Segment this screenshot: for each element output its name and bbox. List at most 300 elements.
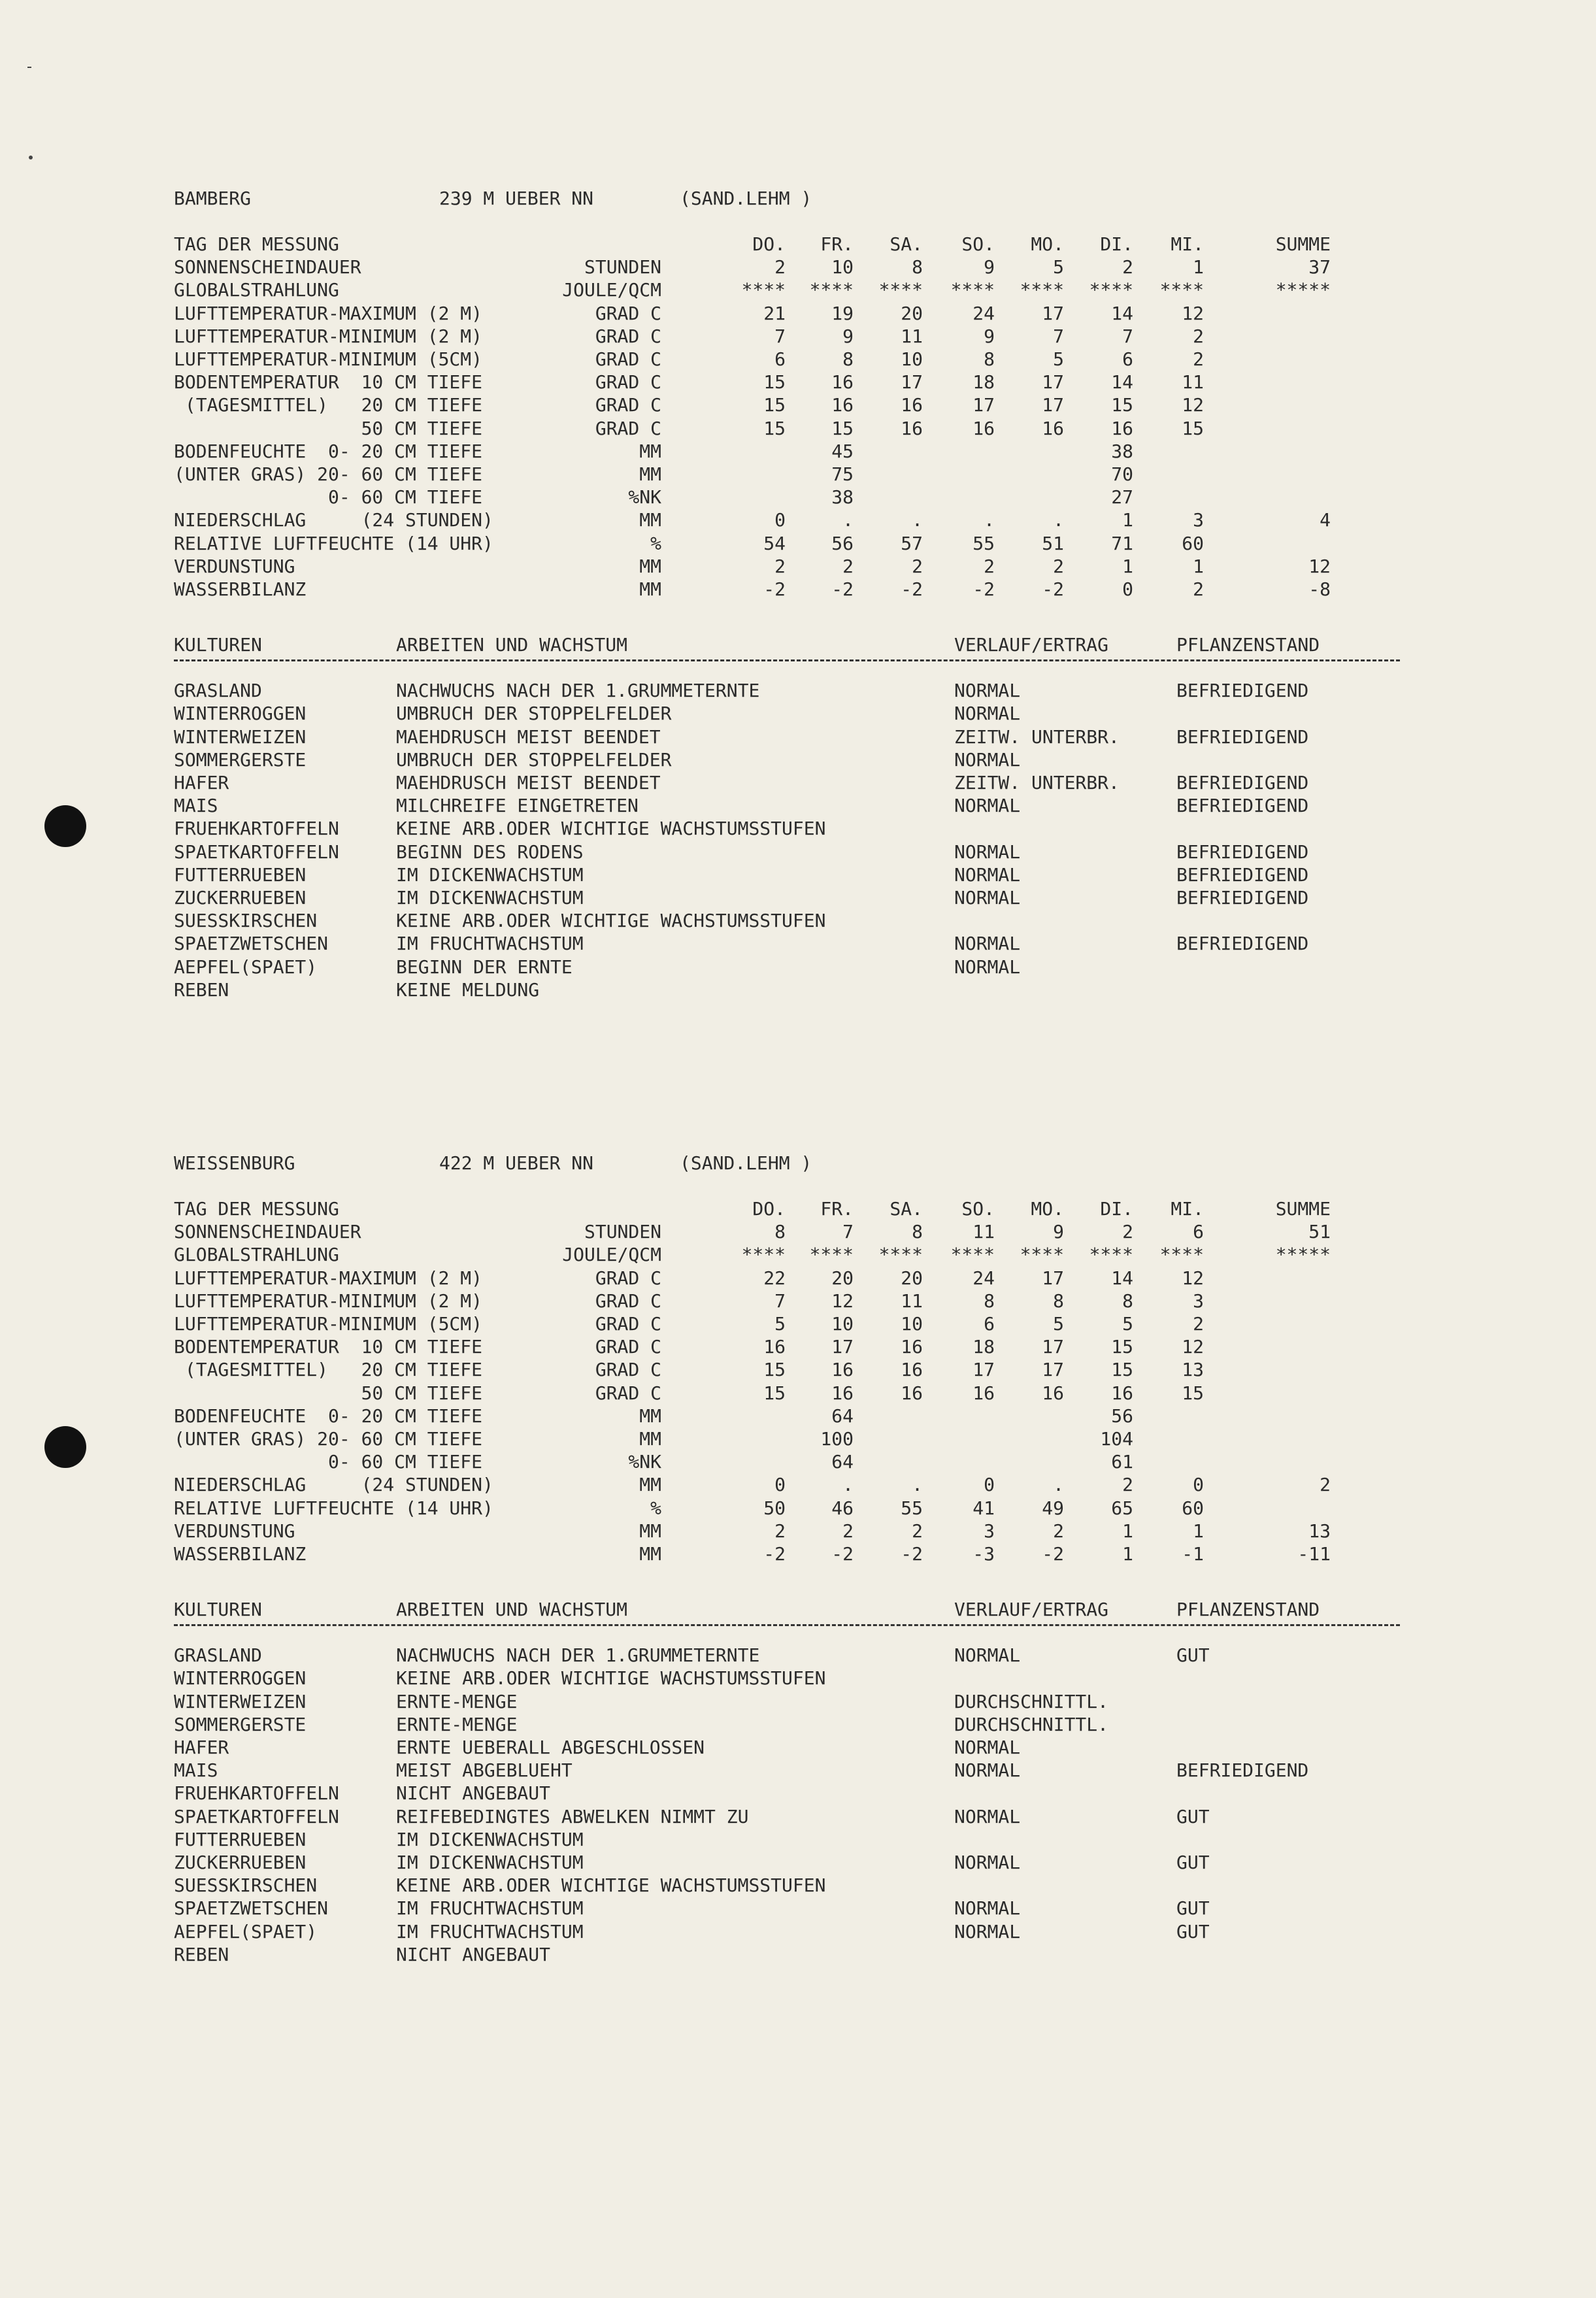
weather-row-label: VERDUNSTUNG (174, 556, 295, 577)
weather-value: 17 (973, 394, 995, 416)
day-header: DI. (1100, 233, 1133, 255)
weather-value: 20 (901, 1267, 923, 1289)
culture-stand: BEFRIEDIGEND (1176, 680, 1309, 701)
weather-value: 8 (912, 256, 923, 278)
weather-value: . (842, 509, 854, 531)
day-header: FR. (820, 233, 854, 255)
weather-value: 2 (1122, 1221, 1133, 1242)
weather-value: 8 (842, 348, 854, 370)
culture-verlauf: NORMAL (954, 864, 1021, 886)
culture-crop: HAFER (174, 1737, 229, 1758)
weather-value: 2 (1053, 1520, 1064, 1542)
weather-row-unit: MM (639, 441, 661, 462)
weather-row-label: RELATIVE LUFTFEUCHTE (14 UHR) (174, 1497, 493, 1519)
weather-value: 14 (1111, 303, 1133, 324)
weather-value: 5 (774, 1313, 786, 1335)
weather-row-label: BODENTEMPERATUR 10 CM TIEFE (174, 1336, 483, 1357)
day-header: SO. (961, 1198, 995, 1220)
weather-value: 8 (1053, 1290, 1064, 1312)
culture-crop: MAIS (174, 1759, 218, 1781)
weather-value: 7 (1122, 325, 1133, 347)
weather-value: 0 (1193, 1474, 1204, 1495)
weather-value: . (842, 1474, 854, 1495)
weather-row-label: LUFTTEMPERATUR-MAXIMUM (2 M) (174, 1267, 483, 1289)
weather-row-label: WASSERBILANZ (174, 1543, 307, 1565)
weather-value: . (1053, 509, 1064, 531)
weather-row-label: (TAGESMITTEL) 20 CM TIEFE (174, 394, 483, 416)
weather-value: 11 (901, 1290, 923, 1312)
weather-value: 16 (831, 394, 854, 416)
weather-value: 1 (1193, 556, 1204, 577)
culture-crop: WINTERROGGEN (174, 703, 307, 724)
day-header: SO. (961, 233, 995, 255)
weather-value: 60 (1182, 1497, 1204, 1519)
weather-row-label: (TAGESMITTEL) 20 CM TIEFE (174, 1359, 483, 1380)
weather-value: 0 (774, 1474, 786, 1495)
culture-stand: GUT (1176, 1852, 1210, 1873)
weather-row-label: LUFTTEMPERATUR-MINIMUM (2 M) (174, 325, 483, 347)
weather-value: 3 (984, 1520, 995, 1542)
weather-value: 10 (831, 256, 854, 278)
weather-value: 38 (1111, 441, 1133, 462)
culture-verlauf: NORMAL (954, 749, 1021, 771)
culture-crop: SPAETKARTOFFELN (174, 841, 339, 863)
margin-mark (27, 67, 31, 68)
culture-work: IM DICKENWACHSTUM (396, 887, 584, 908)
weather-value: 2 (1053, 556, 1064, 577)
culture-stand: BEFRIEDIGEND (1176, 795, 1309, 816)
weather-row-unit: GRAD C (595, 394, 661, 416)
culture-crop: ZUCKERRUEBEN (174, 887, 307, 908)
weather-value: 17 (901, 371, 923, 393)
weather-value: 15 (1111, 1359, 1133, 1380)
weather-row-unit: JOULE/QCM (562, 279, 661, 301)
culture-verlauf: NORMAL (954, 1644, 1021, 1666)
weather-value: 64 (831, 1451, 854, 1473)
station-name: WEISSENBURG (174, 1152, 295, 1174)
cultures-header-verlauf: VERLAUF/ERTRAG (954, 634, 1109, 656)
weather-value: 13 (1182, 1359, 1204, 1380)
weather-row-unit: GRAD C (595, 1336, 661, 1357)
culture-crop: WINTERWEIZEN (174, 726, 307, 748)
weather-row-unit: GRAD C (595, 325, 661, 347)
weather-value: **** (950, 279, 995, 301)
weather-value: -2 (1042, 1543, 1064, 1565)
weather-value: 38 (831, 486, 854, 508)
culture-work: ERNTE-MENGE (396, 1691, 518, 1712)
culture-stand: GUT (1176, 1897, 1210, 1919)
day-header: MO. (1031, 1198, 1064, 1220)
weather-value: 2 (912, 556, 923, 577)
weather-value: 8 (1122, 1290, 1133, 1312)
weather-value: 16 (901, 1382, 923, 1404)
day-header: SA. (889, 233, 923, 255)
weather-value: 104 (1100, 1428, 1133, 1450)
weather-value: 1 (1193, 1520, 1204, 1542)
culture-stand: BEFRIEDIGEND (1176, 841, 1309, 863)
weather-row-label: NIEDERSCHLAG (24 STUNDEN) (174, 509, 493, 531)
weather-value: 50 (763, 1497, 786, 1519)
weather-value: 16 (973, 418, 995, 439)
weather-value: 7 (774, 325, 786, 347)
weather-value: 12 (1182, 1336, 1204, 1357)
culture-crop: SPAETKARTOFFELN (174, 1806, 339, 1827)
weather-value: 57 (901, 533, 923, 554)
culture-verlauf: NORMAL (954, 1921, 1021, 1942)
weather-row-label: BODENFEUCHTE 0- 20 CM TIEFE (174, 441, 483, 462)
culture-verlauf: NORMAL (954, 887, 1021, 908)
punch-hole-top (44, 805, 86, 847)
culture-work: MAEHDRUSCH MEIST BEENDET (396, 726, 661, 748)
weather-row-label: LUFTTEMPERATUR-MINIMUM (5CM) (174, 348, 483, 370)
weather-value: 0 (1122, 578, 1133, 600)
day-header: MI. (1171, 1198, 1204, 1220)
weather-value: 9 (842, 325, 854, 347)
weather-row-label: SONNENSCHEINDAUER (174, 256, 361, 278)
cultures-header-arbeiten: ARBEITEN UND WACHSTUM (396, 1599, 628, 1620)
culture-crop: SPAETZWETSCHEN (174, 933, 329, 954)
weather-value: **** (1089, 279, 1133, 301)
weather-value: 16 (901, 1336, 923, 1357)
culture-crop: AEPFEL(SPAET) (174, 956, 318, 978)
weather-value: 100 (820, 1428, 854, 1450)
weather-value: -2 (973, 578, 995, 600)
culture-verlauf: DURCHSCHNITTL. (954, 1714, 1109, 1735)
weather-value: -2 (831, 578, 854, 600)
weather-row-unit: STUNDEN (584, 1221, 661, 1242)
weather-row-unit: MM (639, 578, 661, 600)
weather-row-unit: MM (639, 1405, 661, 1427)
weather-value: . (1053, 1474, 1064, 1495)
weather-row-label: RELATIVE LUFTFEUCHTE (14 UHR) (174, 533, 493, 554)
culture-work: NACHWUCHS NACH DER 1.GRUMMETERNTE (396, 1644, 760, 1666)
weather-value: 0 (984, 1474, 995, 1495)
culture-work: NICHT ANGEBAUT (396, 1944, 551, 1965)
culture-crop: SUESSKIRSCHEN (174, 910, 318, 931)
station-altitude: 239 M UEBER NN (439, 188, 594, 209)
culture-work: MEIST ABGEBLUEHT (396, 1759, 573, 1781)
culture-verlauf: NORMAL (954, 956, 1021, 978)
weather-value: 10 (901, 348, 923, 370)
weather-value: 8 (774, 1221, 786, 1242)
weather-row-unit: MM (639, 1428, 661, 1450)
weather-value: 41 (973, 1497, 995, 1519)
weather-row-unit: MM (639, 1474, 661, 1495)
weather-value: 15 (763, 1382, 786, 1404)
weather-value: 51 (1042, 533, 1064, 554)
weather-value: **** (1089, 1244, 1133, 1265)
cultures-header-kulturen: KULTUREN (174, 634, 262, 656)
weather-value: 17 (831, 1336, 854, 1357)
culture-verlauf: NORMAL (954, 841, 1021, 863)
cultures-header-stand: PFLANZENSTAND (1176, 1599, 1320, 1620)
weather-row-unit: STUNDEN (584, 256, 661, 278)
weather-value: 14 (1111, 371, 1133, 393)
weather-row-label: LUFTTEMPERATUR-MINIMUM (2 M) (174, 1290, 483, 1312)
culture-verlauf: DURCHSCHNITTL. (954, 1691, 1109, 1712)
culture-work: IM DICKENWACHSTUM (396, 1852, 584, 1873)
weather-value: 64 (831, 1405, 854, 1427)
weather-value: 15 (763, 1359, 786, 1380)
weather-value: **** (878, 279, 923, 301)
weather-value: 6 (1193, 1221, 1204, 1242)
culture-work: NACHWUCHS NACH DER 1.GRUMMETERNTE (396, 680, 760, 701)
culture-work: IM FRUCHTWACHSTUM (396, 1921, 584, 1942)
culture-verlauf: NORMAL (954, 1897, 1021, 1919)
weather-value: 7 (1053, 325, 1064, 347)
day-header: DO. (752, 233, 786, 255)
weather-value: 6 (774, 348, 786, 370)
weather-value: 2 (774, 256, 786, 278)
weather-row-unit: MM (639, 556, 661, 577)
culture-work: KEINE ARB.ODER WICHTIGE WACHSTUMSSTUFEN (396, 1874, 826, 1896)
culture-stand: GUT (1176, 1806, 1210, 1827)
culture-work: IM DICKENWACHSTUM (396, 864, 584, 886)
weather-row-label: 0- 60 CM TIEFE (174, 1451, 483, 1473)
weather-row-unit: GRAD C (595, 371, 661, 393)
weather-value: 8 (984, 1290, 995, 1312)
culture-crop: GRASLAND (174, 1644, 262, 1666)
weather-value: 2 (1193, 348, 1204, 370)
weather-value: 19 (831, 303, 854, 324)
summe-header: SUMME (1275, 1198, 1331, 1220)
culture-crop: SOMMERGERSTE (174, 749, 307, 771)
weather-value: 17 (1042, 1336, 1064, 1357)
weather-value: 1 (1122, 509, 1133, 531)
culture-crop: SPAETZWETSCHEN (174, 1897, 329, 1919)
weather-value: 12 (1182, 1267, 1204, 1289)
cultures-header-arbeiten: ARBEITEN UND WACHSTUM (396, 634, 628, 656)
weather-value: -1 (1182, 1543, 1204, 1565)
cultures-header-verlauf: VERLAUF/ERTRAG (954, 1599, 1109, 1620)
culture-work: ERNTE UEBERALL ABGESCHLOSSEN (396, 1737, 705, 1758)
weather-row-label: SONNENSCHEINDAUER (174, 1221, 361, 1242)
weather-value: 5 (1053, 256, 1064, 278)
weather-row-label: BODENFEUCHTE 0- 20 CM TIEFE (174, 1405, 483, 1427)
culture-crop: FRUEHKARTOFFELN (174, 1782, 339, 1804)
culture-stand: BEFRIEDIGEND (1176, 772, 1309, 793)
weather-value: 12 (1182, 394, 1204, 416)
weather-value: 2 (1193, 325, 1204, 347)
weather-value: **** (809, 1244, 854, 1265)
weather-value: 16 (1111, 1382, 1133, 1404)
weather-value: 9 (984, 256, 995, 278)
weather-sum: 2 (1320, 1474, 1331, 1495)
culture-stand: BEFRIEDIGEND (1176, 726, 1309, 748)
weather-value: 16 (901, 1359, 923, 1380)
weather-value: 11 (901, 325, 923, 347)
weather-value: 15 (763, 371, 786, 393)
weather-value: **** (1159, 1244, 1204, 1265)
weather-value: 49 (1042, 1497, 1064, 1519)
weather-value: 8 (912, 1221, 923, 1242)
culture-verlauf: NORMAL (954, 1806, 1021, 1827)
culture-verlauf: ZEITW. UNTERBR. (954, 726, 1120, 748)
culture-crop: REBEN (174, 1944, 229, 1965)
weather-value: 11 (973, 1221, 995, 1242)
weather-row-unit: GRAD C (595, 303, 661, 324)
weather-value: 2 (984, 556, 995, 577)
weather-value: 3 (1193, 509, 1204, 531)
weather-value: **** (1020, 279, 1064, 301)
weather-sum: 4 (1320, 509, 1331, 531)
weather-sum: -11 (1297, 1543, 1331, 1565)
culture-crop: FUTTERRUEBEN (174, 864, 307, 886)
weather-row-unit: GRAD C (595, 1313, 661, 1335)
weather-value: 17 (973, 1359, 995, 1380)
weather-row-unit: GRAD C (595, 1359, 661, 1380)
weather-value: **** (1020, 1244, 1064, 1265)
weather-value: 17 (1042, 1267, 1064, 1289)
culture-crop: FUTTERRUEBEN (174, 1829, 307, 1850)
weather-row-unit: JOULE/QCM (562, 1244, 661, 1265)
weather-value: 10 (901, 1313, 923, 1335)
weather-value: 15 (831, 418, 854, 439)
weather-value: -2 (1042, 578, 1064, 600)
culture-crop: GRASLAND (174, 680, 262, 701)
weather-value: 7 (842, 1221, 854, 1242)
punch-hole-bottom (44, 1426, 86, 1468)
day-header: DI. (1100, 1198, 1133, 1220)
weather-value: -2 (763, 1543, 786, 1565)
weather-value: 56 (831, 533, 854, 554)
culture-crop: FRUEHKARTOFFELN (174, 818, 339, 839)
culture-work: MILCHREIFE EINGETRETEN (396, 795, 639, 816)
culture-crop: AEPFEL(SPAET) (174, 1921, 318, 1942)
cultures-header-kulturen: KULTUREN (174, 1599, 262, 1620)
weather-row-unit: MM (639, 1543, 661, 1565)
weather-value: 14 (1111, 1267, 1133, 1289)
weather-row-label: LUFTTEMPERATUR-MAXIMUM (2 M) (174, 303, 483, 324)
weather-value: 20 (901, 303, 923, 324)
culture-stand: BEFRIEDIGEND (1176, 933, 1309, 954)
weather-value: **** (741, 1244, 786, 1265)
weather-value: 12 (1182, 303, 1204, 324)
weather-value: 3 (1193, 1290, 1204, 1312)
weather-value: 2 (774, 1520, 786, 1542)
weather-value: 2 (842, 556, 854, 577)
weather-value: 17 (1042, 303, 1064, 324)
culture-work: MAEHDRUSCH MEIST BEENDET (396, 772, 661, 793)
culture-crop: WINTERWEIZEN (174, 1691, 307, 1712)
culture-work: REIFEBEDINGTES ABWELKEN NIMMT ZU (396, 1806, 749, 1827)
weather-value: 45 (831, 441, 854, 462)
culture-verlauf: NORMAL (954, 1852, 1021, 1873)
weather-sum: 37 (1308, 256, 1331, 278)
weather-value: 1 (1122, 1543, 1133, 1565)
weather-value: **** (1159, 279, 1204, 301)
weather-value: 54 (763, 533, 786, 554)
culture-work: ERNTE-MENGE (396, 1714, 518, 1735)
day-header: DO. (752, 1198, 786, 1220)
culture-work: IM DICKENWACHSTUM (396, 1829, 584, 1850)
station-name: BAMBERG (174, 188, 252, 209)
culture-crop: WINTERROGGEN (174, 1667, 307, 1689)
weather-row-label: (UNTER GRAS) 20- 60 CM TIEFE (174, 463, 483, 485)
culture-crop: SUESSKIRSCHEN (174, 1874, 318, 1896)
station-soil: (SAND.LEHM ) (680, 1152, 812, 1174)
weather-value: 17 (1042, 394, 1064, 416)
weather-value: 15 (1111, 394, 1133, 416)
weather-value: . (912, 1474, 923, 1495)
culture-verlauf: ZEITW. UNTERBR. (954, 772, 1120, 793)
weather-row-label: GLOBALSTRAHLUNG (174, 1244, 339, 1265)
weather-value: 70 (1111, 463, 1133, 485)
weather-row-unit: MM (639, 1520, 661, 1542)
weather-value: 16 (901, 394, 923, 416)
day-header: MO. (1031, 233, 1064, 255)
weather-value: 2 (1193, 578, 1204, 600)
weather-value: -2 (901, 1543, 923, 1565)
culture-verlauf: NORMAL (954, 703, 1021, 724)
culture-work: KEINE ARB.ODER WICHTIGE WACHSTUMSSTUFEN (396, 910, 826, 931)
weather-value: 15 (1111, 1336, 1133, 1357)
weather-value: 1 (1122, 1520, 1133, 1542)
weather-sum: ***** (1275, 1244, 1331, 1265)
weather-value: 16 (831, 1382, 854, 1404)
weather-value: 18 (973, 1336, 995, 1357)
culture-verlauf: NORMAL (954, 1737, 1021, 1758)
weather-value: 55 (973, 533, 995, 554)
weather-value: 16 (831, 371, 854, 393)
weather-value: 15 (763, 394, 786, 416)
weather-value: 61 (1111, 1451, 1133, 1473)
culture-work: KEINE MELDUNG (396, 979, 540, 1001)
weather-row-label: 50 CM TIEFE (174, 1382, 483, 1404)
weather-row-unit: %NK (628, 1451, 661, 1473)
culture-stand: BEFRIEDIGEND (1176, 1759, 1309, 1781)
weather-value: . (912, 509, 923, 531)
weather-value: 2 (1122, 1474, 1133, 1495)
weather-value: 17 (1042, 1359, 1064, 1380)
culture-stand: BEFRIEDIGEND (1176, 864, 1309, 886)
weather-value: 16 (973, 1382, 995, 1404)
weather-row-label: GLOBALSTRAHLUNG (174, 279, 339, 301)
weather-row-label: NIEDERSCHLAG (24 STUNDEN) (174, 1474, 493, 1495)
weather-value: -2 (901, 578, 923, 600)
weather-value: 22 (763, 1267, 786, 1289)
weather-value: 1 (1122, 556, 1133, 577)
weather-value: 9 (984, 325, 995, 347)
weather-value: 2 (912, 1520, 923, 1542)
weather-value: 17 (1042, 371, 1064, 393)
weather-row-label: TAG DER MESSUNG (174, 233, 339, 255)
weather-value: 24 (973, 1267, 995, 1289)
culture-crop: HAFER (174, 772, 229, 793)
weather-row-unit: GRAD C (595, 1290, 661, 1312)
weather-row-label: 0- 60 CM TIEFE (174, 486, 483, 508)
weather-value: . (984, 509, 995, 531)
culture-work: BEGINN DER ERNTE (396, 956, 573, 978)
weather-value: -2 (763, 578, 786, 600)
culture-verlauf: NORMAL (954, 933, 1021, 954)
day-header: MI. (1171, 233, 1204, 255)
culture-crop: MAIS (174, 795, 218, 816)
weather-row-unit: GRAD C (595, 1382, 661, 1404)
weather-value: 15 (1182, 1382, 1204, 1404)
weather-value: 55 (901, 1497, 923, 1519)
weather-value: 21 (763, 303, 786, 324)
weather-sum: 13 (1308, 1520, 1331, 1542)
culture-work: UMBRUCH DER STOPPELFELDER (396, 749, 672, 771)
weather-row-label: (UNTER GRAS) 20- 60 CM TIEFE (174, 1428, 483, 1450)
weather-value: 16 (901, 418, 923, 439)
culture-verlauf: NORMAL (954, 1759, 1021, 1781)
weather-sum: ***** (1275, 279, 1331, 301)
weather-value: 6 (1122, 348, 1133, 370)
station-altitude: 422 M UEBER NN (439, 1152, 594, 1174)
weather-value: 8 (984, 348, 995, 370)
